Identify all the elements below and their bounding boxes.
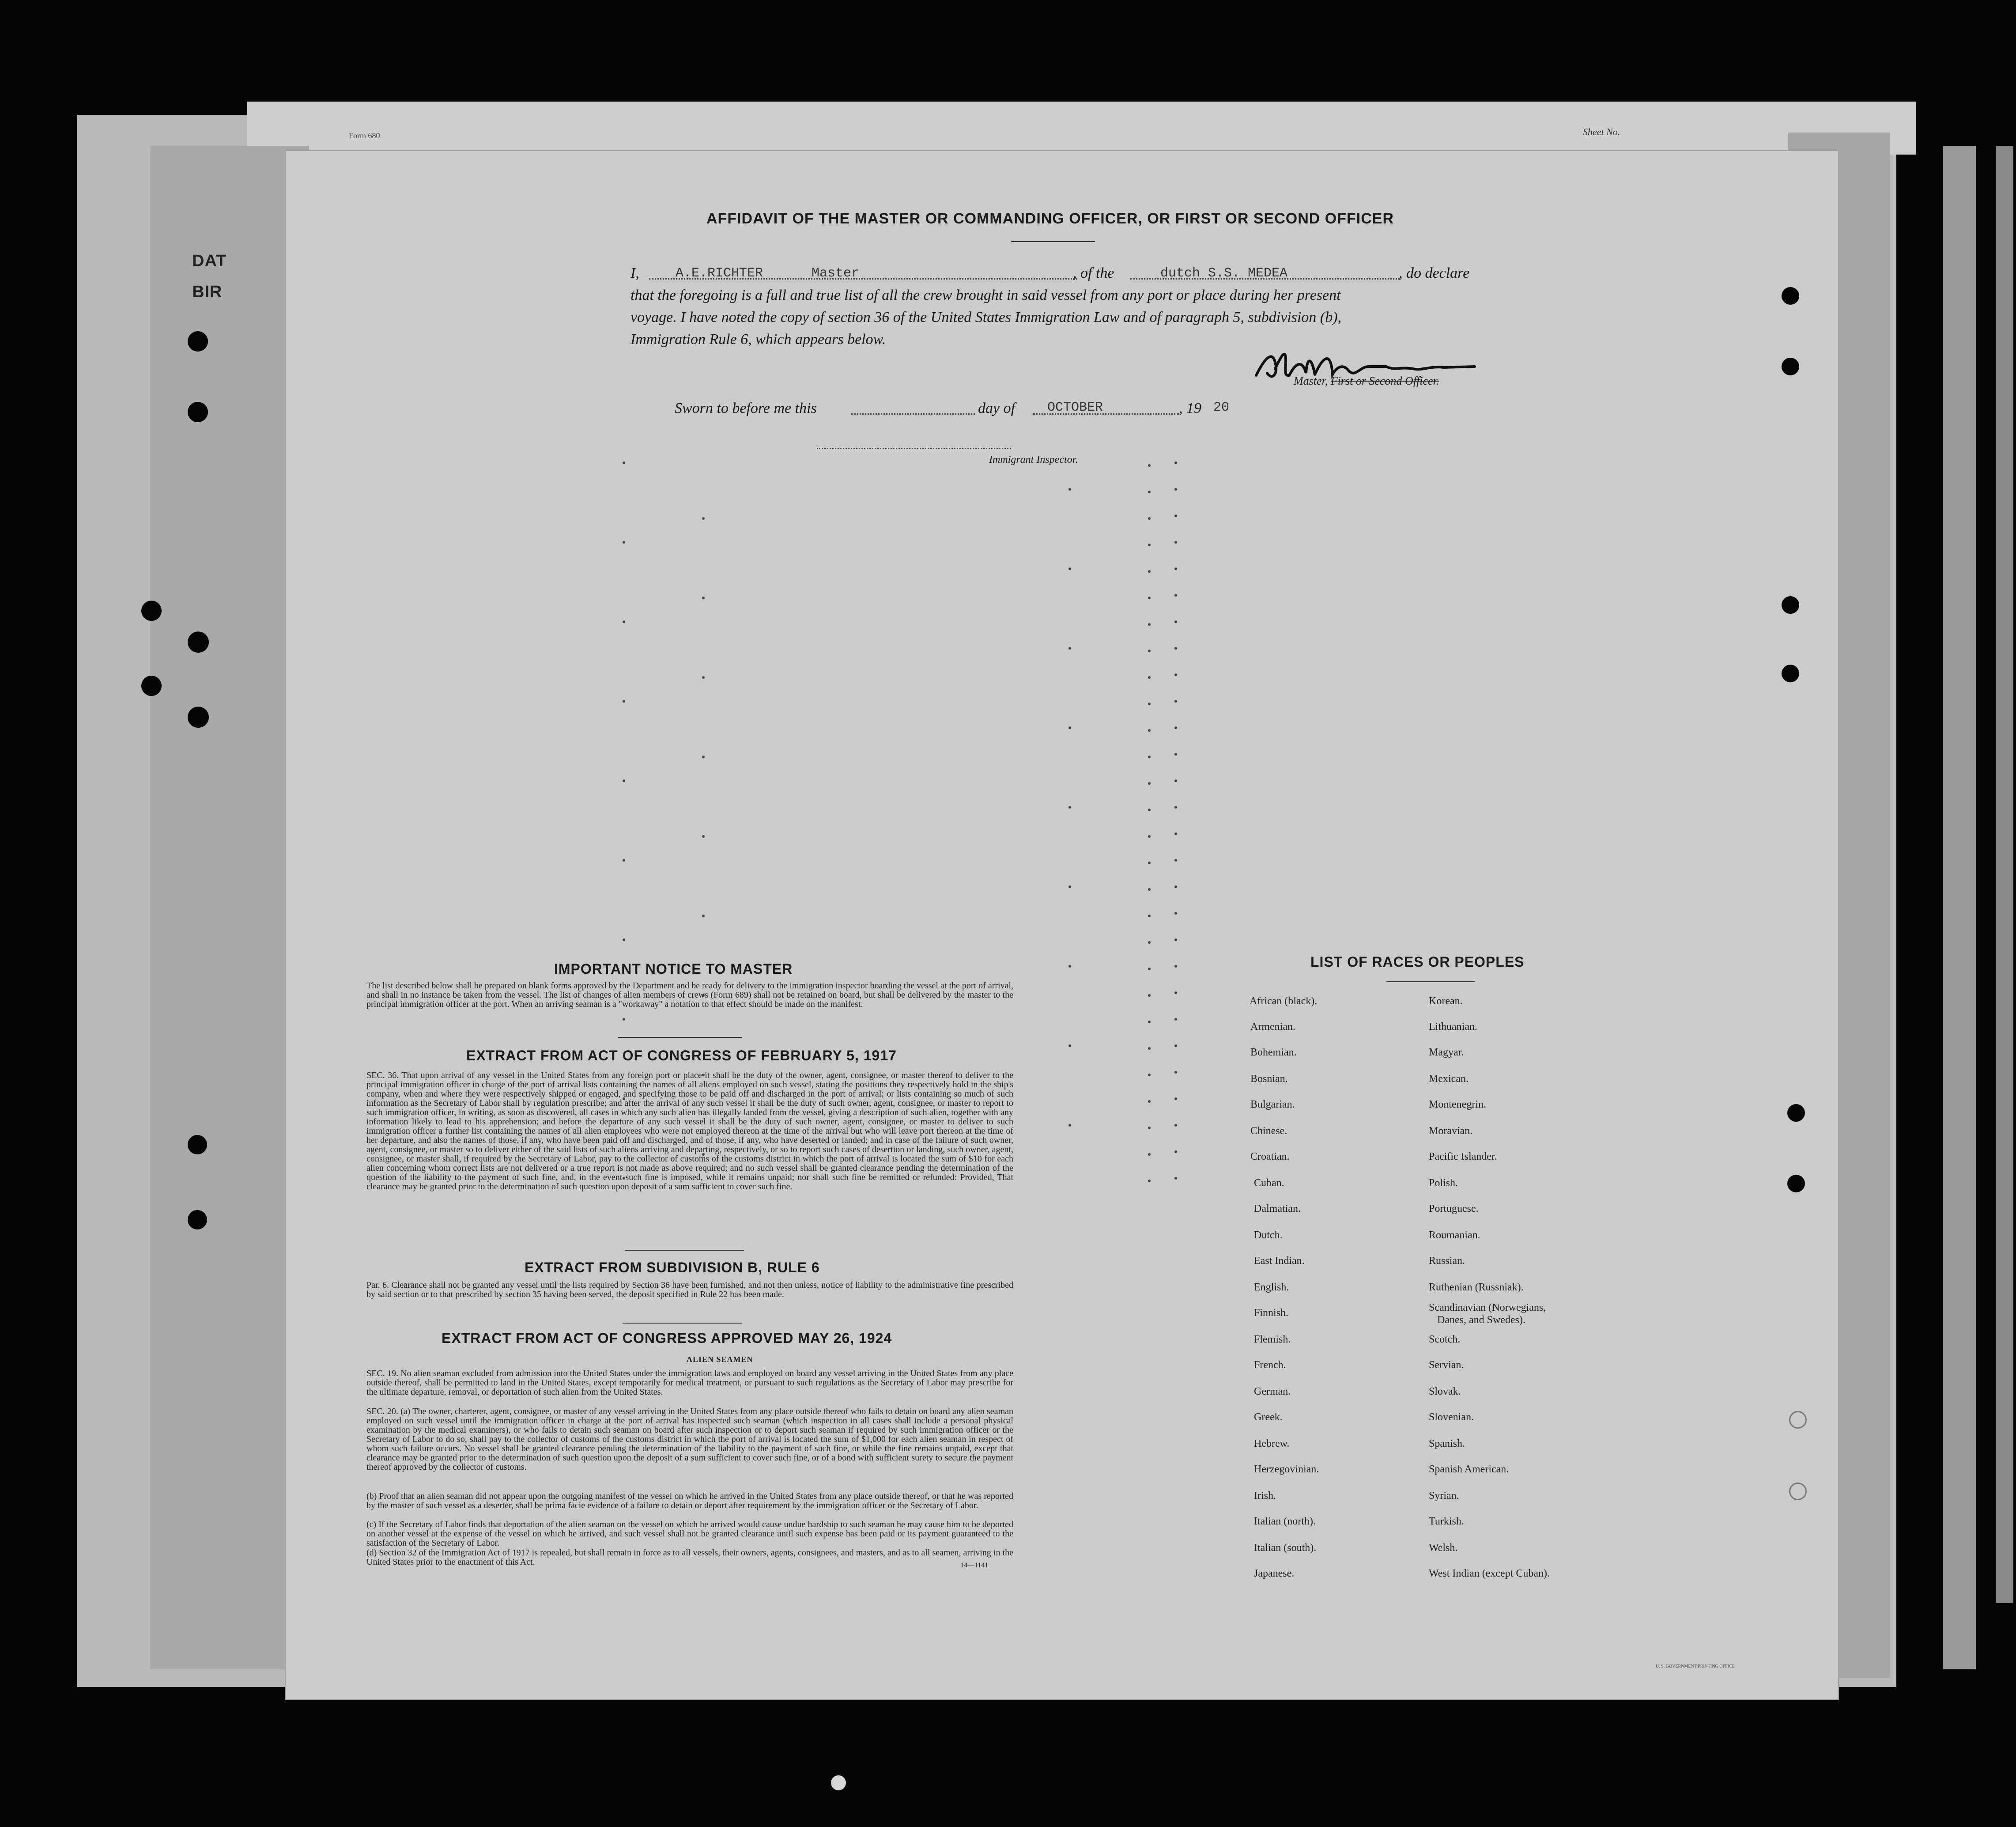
race-item: Lithuanian. [1429,1021,1477,1033]
race-item: Korean. [1429,995,1463,1007]
ghost-mark [1174,1124,1177,1127]
print-code: 14—1141 [960,1562,989,1569]
ghost-mark [1174,1097,1177,1100]
sheet-edge [1996,146,2013,1603]
race-item: Spanish American. [1429,1464,1509,1475]
divider [625,1250,744,1251]
race-item: Scotch. [1429,1334,1461,1345]
ghost-mark [702,835,705,838]
form-number: Form 680 [349,131,380,140]
ghost-mark [623,620,625,623]
inspector-caption: Immigrant Inspector. [989,454,1078,465]
race-item: Irish. [1254,1490,1276,1502]
ghost-mark [1174,620,1177,623]
ledger-fragment: DAT [192,252,227,270]
ghost-mark [1068,885,1071,888]
race-item: Danes, and Swedes). [1437,1314,1525,1326]
ghost-mark [1174,1044,1177,1047]
binder-hole [1782,596,1799,614]
ghost-mark [1148,703,1151,705]
sec20b-text: (b) Proof that an alien seaman did not appear upon the outgoing manifest of the vessel on which he arrived in the United States from any place outside thereof, or that he was reported by the master of such vessel as a deserter, shall be prima facie evidence of a failure to detain or deport after requirement by the immigration officer or the Secretary of Labor. [366,1491,1013,1510]
ghost-mark [623,461,625,464]
ghost-mark [1148,968,1151,970]
race-item: Hebrew. [1254,1438,1290,1449]
ghost-mark [1148,1180,1151,1182]
ghost-mark [1148,676,1151,679]
ghost-mark [1148,1021,1151,1023]
ghost-mark [1148,1047,1151,1050]
notice-body: The list described below shall be prepared on blank forms approved by the Department and be ready for delivery to the immigration inspector boarding the vessel at the port of arrival, and shall in no instance be taken from the vessel. The list of changes of alien members of crews (Form 689) shall not be retained on board, but shall be delivered by the master to the principal immigration officer at the port. When an arriving seaman is a "workaway" a notation to that effect should be made on the manifest. [366,981,1013,1009]
sworn-year: 20 [1213,400,1230,415]
ghost-mark [1148,809,1151,811]
ghost-mark [1174,885,1177,888]
master-caption [1294,374,1439,388]
printer-credit: U. S. GOVERNMENT PRINTING OFFICE [1656,1664,1735,1669]
ghost-mark [1174,806,1177,809]
race-item: Ruthenian (Russniak). [1429,1282,1524,1293]
ghost-mark [1174,1177,1177,1180]
extract-1917-body: SEC. 36. That upon arrival of any vessel in the United States from any foreign port or place it shall be the duty of the owner, agent, consignee, or master thereof to deliver to the principal immigration officer in charge of the port of arrival lists containing the names of all aliens employed on such vessel, stating the positions they respectively hold in the ship's company, when and where they were respectively shipped or engaged, and specifying those to be paid off and discharged in the port of arrival; or lists containing so much of such information as the Secretary of Labor shall by regulation prescribe; and after the arrival of any such vessel it shall be the duty of such owner, agent, consignee, or master to report to such immigration officer, in writing, as soon as discovered, all cases in which any such alien has illegally landed from the vessel, giving a description of such alien, together with any information likely to lead to his apprehension; and before the departure of any such vessel it shall be the duty of such owner, agent, consignee, or master to deliver to such immigration officer a further list containing the names of all alien employees who were not employed thereon at the time of the arrival but who will leave port thereon at the time of her departure, and also the names of those, if any, who have been paid off and discharged, and of those, if any, who have deserted or landed; and in case of the failure of such owner, agent, consignee, or master so to deliver either of the said lists of such aliens arriving and departing, respectively, or so to report such cases of desertion or landing, such owner, agent, consignee, or master shall, if required by the Secretary of Labor, pay to the collector of customs of the customs district in which the port of arrival is located the sum of $10 for each alien concerning whom correct lists are not delivered or a true report is not made as above required; and no such vessel shall be granted clearance pending the determination of the question of the liability to the payment of such fine, and, in the event such fine is imposed, while it remains unpaid; nor shall such fine be remitted or refunded: Provided, That clearance may be granted prior to the determination of such question upon deposit of a sum sufficient to cover such fine. [366,1070,1013,1192]
ghost-mark [1068,488,1071,491]
race-item: Japanese. [1254,1568,1295,1579]
ghost-mark [1174,779,1177,782]
sheet-number: Sheet No. [1583,126,1620,137]
ghost-mark [1174,965,1177,968]
binder-hole [188,1210,207,1229]
ghost-mark [1174,647,1177,650]
ghost-mark [1148,650,1151,652]
extract-1924-title: EXTRACT FROM ACT OF CONGRESS APPROVED MAY 26, 1924 [442,1330,892,1346]
race-item: Dutch. [1254,1229,1283,1241]
ghost-mark [1068,726,1071,729]
race-item: Scandinavian (Norwegians, [1429,1302,1546,1313]
ghost-mark [1148,729,1151,732]
race-item: Flemish. [1254,1334,1291,1345]
race-item: Chinese. [1250,1125,1287,1137]
ghost-mark [1068,806,1071,809]
race-item: Magyar. [1429,1047,1464,1058]
officer-name: A.E.RICHTER [676,266,763,281]
binder-hole [188,707,209,728]
race-item: Croatian. [1250,1151,1290,1162]
sheet-edge [1943,146,1976,1669]
ghost-mark [1174,753,1177,756]
divider [618,1037,742,1038]
race-item: English. [1254,1282,1289,1293]
extract-1917-title: EXTRACT FROM ACT OF CONGRESS OF FEBRUARY 5, 1917 [466,1048,897,1063]
race-item: Armenian. [1250,1021,1295,1033]
race-item: Slovenian. [1429,1411,1474,1423]
affidavit-line4: Immigration Rule 6, which appears below. [630,331,886,348]
ghost-mark [1174,567,1177,570]
sworn-prefix: Sworn to before me this [675,400,817,416]
ghost-mark [1174,594,1177,597]
sworn-day-of: day of [978,400,1016,416]
ghost-mark [623,938,625,941]
ghost-mark [623,1018,625,1021]
race-item: African (black). [1250,995,1318,1007]
ghost-mark [1174,938,1177,941]
divider [1011,241,1095,242]
binder-hole [1787,1175,1805,1192]
ghost-mark [1148,623,1151,626]
ghost-mark [1148,464,1151,467]
ghost-mark [1148,941,1151,944]
ghost-mark [623,859,625,862]
affidavit-line2: that the foregoing is a full and true list of all the crew brought in said vessel from any port or place during her present [630,287,1341,303]
race-item: Slovak. [1429,1386,1461,1397]
affidavit-do-declare: , do declare [1399,265,1470,281]
race-item: Russian. [1429,1255,1465,1267]
ghost-mark [1148,544,1151,546]
ghost-mark [1174,461,1177,464]
ghost-mark [623,541,625,544]
binder-hole [1787,1104,1805,1122]
ghost-mark [702,676,705,679]
ghost-mark [1174,1150,1177,1153]
ghost-mark [1068,567,1071,570]
binder-hole [141,601,162,621]
alien-seamen-heading: ALIEN SEAMEN [687,1355,753,1364]
race-item: Turkish. [1429,1516,1464,1527]
ghost-mark [1148,835,1151,838]
ghost-mark [1068,1124,1071,1127]
ghost-mark [1148,1074,1151,1076]
race-item: Moravian. [1429,1125,1473,1137]
ghost-mark [1148,597,1151,599]
ghost-mark [1068,1044,1071,1047]
ghost-mark [702,517,705,520]
inspector-signature-line [817,448,1011,449]
ghost-mark [702,756,705,758]
affidavit-line3: voyage. I have noted the copy of section 36 of the United States Immigration Law and of paragraph 5, subdivision (b), [630,309,1342,325]
binder-hole [1782,287,1799,305]
ghost-mark [1174,912,1177,915]
binder-hole [1782,665,1799,682]
race-item: Bosnian. [1250,1073,1288,1085]
binder-hole [188,632,209,653]
ghost-mark [1174,726,1177,729]
ghost-mark [702,597,705,599]
ghost-mark [1148,862,1151,864]
affidavit-of-the: , of the [1073,265,1114,281]
ghost-mark [1174,488,1177,491]
ghost-mark [1148,915,1151,917]
ghost-mark [1174,673,1177,676]
ghost-mark [1174,1018,1177,1021]
ghost-mark [1148,888,1151,891]
punch-hole [1789,1483,1807,1500]
race-item: Herzegovinian. [1254,1464,1319,1475]
ghost-mark [1174,859,1177,862]
binder-hole [188,1135,207,1154]
subdivision-body: Par. 6. Clearance shall not be granted any vessel until the lists required by Section 36 have been furnished, and not then unless, notice of liability to the administrative fine prescribed by said section or to that prescribed by section 35 having been served, the deposit specified in Rule 22 has been made. [366,1280,1013,1299]
binder-hole [1782,358,1799,375]
race-item: Bulgarian. [1250,1099,1295,1110]
subdivision-title: EXTRACT FROM SUBDIVISION B, RULE 6 [525,1260,820,1275]
race-item: Italian (south). [1254,1542,1317,1554]
sworn-month: OCTOBER [1047,400,1103,415]
ghost-mark [1148,491,1151,493]
race-item: Pacific Islander. [1429,1151,1497,1162]
ghost-mark [623,779,625,782]
ghost-mark [1068,647,1071,650]
binder-hole [141,676,162,696]
binder-hole [188,331,208,352]
race-item: Roumanian. [1429,1229,1480,1241]
ghost-mark [1148,517,1151,520]
race-item: Montenegrin. [1429,1099,1486,1110]
officer-rank: Master [812,266,860,281]
race-item: Syrian. [1429,1490,1459,1502]
race-item: Dalmatian. [1254,1203,1301,1214]
race-item: Welsh. [1429,1542,1458,1554]
fill-line [851,413,975,415]
races-title: LIST OF RACES OR PEOPLES [1310,954,1525,970]
ghost-mark [1148,994,1151,997]
race-item: Greek. [1254,1411,1283,1423]
race-item: Bohemian. [1250,1047,1297,1058]
sec19-text: SEC. 19. No alien seaman excluded from admission into the United States under the immigration laws and employed on board any vessel arriving in the United States from any place outside thereof, shall be permitted to land in the United States, except temporarily for medical treatment, or pursuant to such regulations as the Secretary of Labor may prescribe for the ultimate departure, removal, or deportation of such alien from the United States. [366,1369,1013,1397]
race-item: Servian. [1429,1359,1464,1371]
ghost-mark [702,915,705,917]
ghost-mark [1068,965,1071,968]
ledger-fragment: BIR [192,283,223,301]
race-item: Finnish. [1254,1307,1289,1319]
ghost-mark [1174,1071,1177,1074]
ghost-mark [623,700,625,703]
ghost-mark [1174,991,1177,994]
binder-hole [188,402,208,422]
ghost-mark [1174,541,1177,544]
sec20c-text: (c) If the Secretary of Labor finds that deportation of the alien seaman on the vessel on which he arrived would cause undue hardship to such seaman he may cause him to be deported on another vessel at the expense of the vessel on which he arrived, and such vessel shall not be granted clearance until such expense has been paid or its payment guaranteed to the satisfaction of the Secretary of Labor. [366,1520,1013,1548]
divider [1386,981,1475,982]
ghost-mark [1148,1153,1151,1156]
punch-hole [831,1775,846,1790]
race-item: Spanish. [1429,1438,1465,1449]
race-item: Italian (north). [1254,1516,1316,1527]
punch-hole [1789,1411,1807,1429]
ghost-mark [1148,756,1151,758]
race-item: Portuguese. [1429,1203,1479,1214]
affidavit-line1-prefix: I, [630,265,639,281]
sworn-year-prefix: , 19 [1179,400,1201,416]
race-item: East Indian. [1254,1255,1305,1267]
race-item: Polish. [1429,1177,1458,1189]
ghost-mark [1148,1127,1151,1129]
race-item: West Indian (except Cuban). [1429,1568,1550,1579]
race-item: Cuban. [1254,1177,1284,1189]
race-item: Mexican. [1429,1073,1469,1085]
vessel-name: dutch S.S. MEDEA [1160,266,1288,281]
ghost-mark [1148,570,1151,573]
sec20d-text: (d) Section 32 of the Immigration Act of 1917 is repealed, but shall remain in force as to all vessels, their owners, agents, consignees, and masters, and as to all seamen, arriving in the United States prior to the enactment of this Act. [366,1548,1013,1567]
ghost-mark [1174,514,1177,517]
ghost-mark [1148,782,1151,785]
background-sheet-top [247,102,1916,155]
race-item: German. [1254,1386,1291,1397]
ghost-mark [1148,1100,1151,1103]
ghost-mark [1174,700,1177,703]
struck-officer-caption: First or Second Officer. [1330,374,1439,387]
affidavit-title: AFFIDAVIT OF THE MASTER OR COMMANDING OFFICER, OR FIRST OR SECOND OFFICER [706,210,1394,227]
notice-title: IMPORTANT NOTICE TO MASTER [554,961,793,977]
race-item: French. [1254,1359,1286,1371]
divider [623,1323,742,1324]
ghost-mark [1174,832,1177,835]
sec20a-text: SEC. 20. (a) The owner, charterer, agent, consignee, or master of any vessel arriving in the United States from any place outside thereof who fails to detain on board any alien seaman employed on such vessel until the immigration officer in charge at the port of arrival has inspected such seaman (which inspection in all cases shall include a personal physical examination by the medical examiners), or who fails to detain such seaman on board after such inspection or to deport such seaman if required by such immigration officer or the Secretary of Labor to do so, shall pay to the collector of customs of the customs district in which the port of arrival is located the sum of $1,000 for each alien seaman in respect of whom such failure occurs. No vessel shall be granted clearance pending the determination of the liability to the payment of such fine, or while the fine remains unpaid, except that clearance may be granted prior to the determination of such question upon the deposit of a sum sufficient to cover such fine, or of a bond with sufficient surety to secure the payment thereof approved by the collector of customs. [366,1407,1013,1472]
master-caption-rank: Master, [1294,374,1328,387]
